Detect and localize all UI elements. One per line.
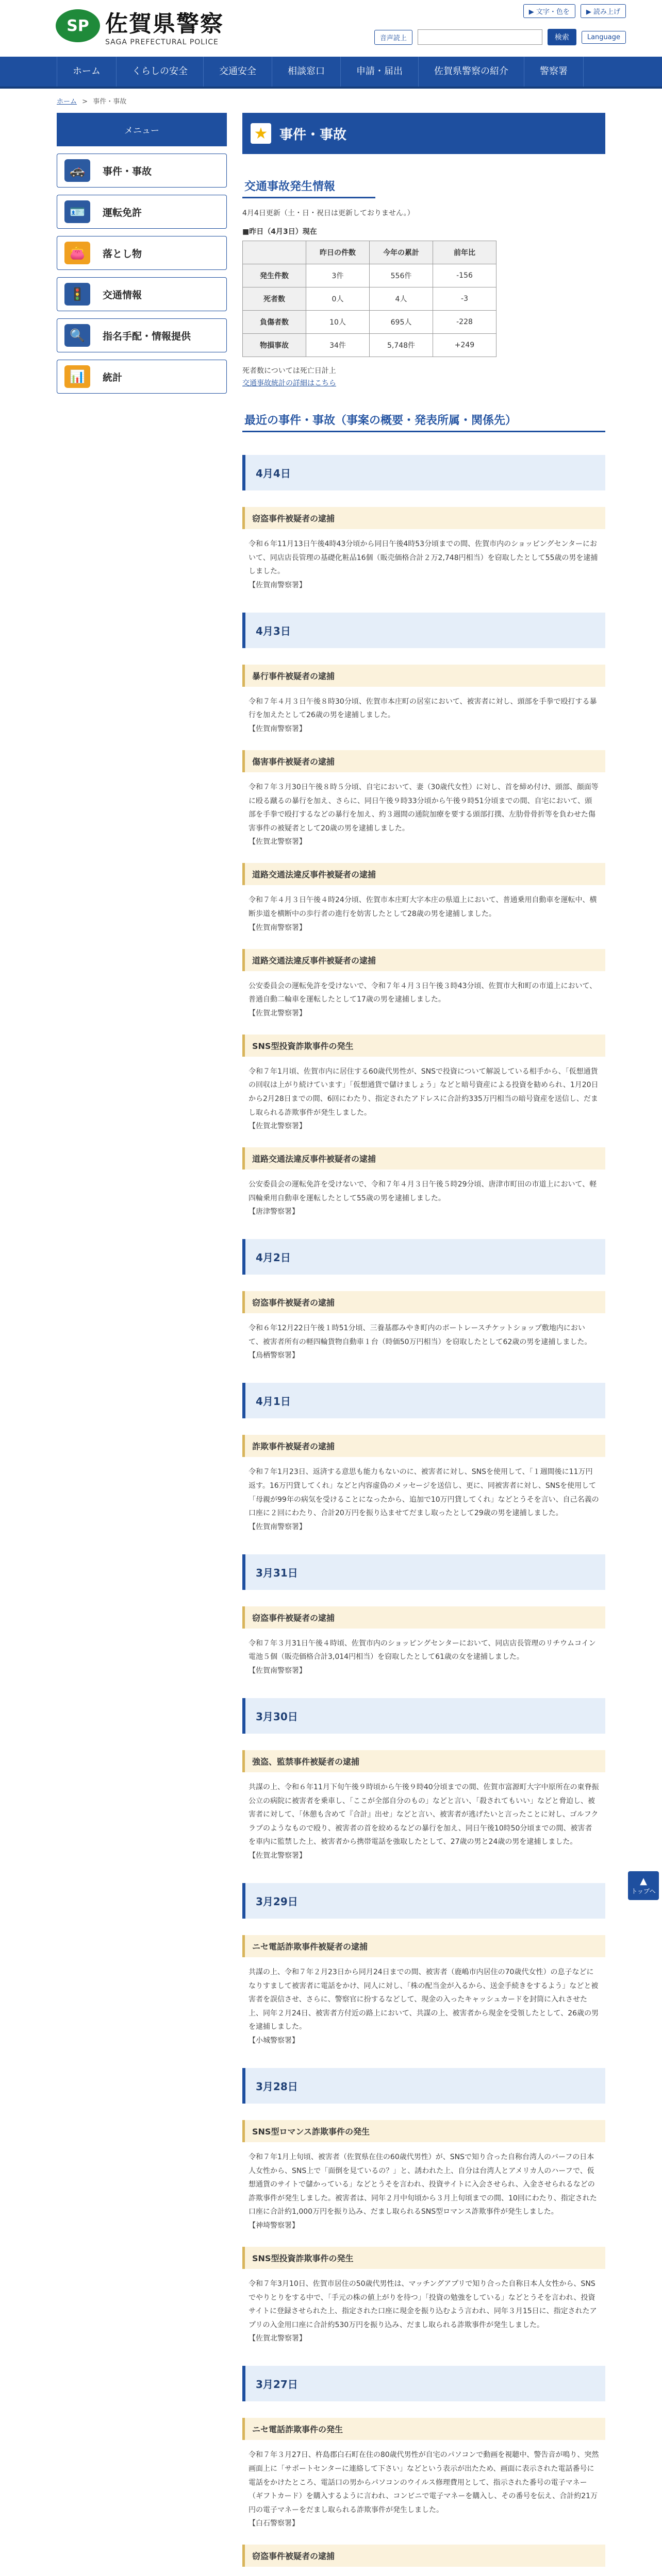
incident-title: 窃盗事件被疑者の逮捕 xyxy=(242,1606,605,1629)
stats-row xyxy=(243,334,496,357)
incident-station: 【佐賀北警察署】 xyxy=(249,1852,306,1860)
date-heading: 3月29日 xyxy=(242,1883,605,1919)
incident-station: 【神埼警察署】 xyxy=(249,2221,299,2230)
page-title-text: 事件・事故 xyxy=(279,127,347,143)
star-icon: ★ xyxy=(251,123,271,144)
menu-icon: 👛 xyxy=(64,242,90,264)
breadcrumb-separator: > xyxy=(82,98,88,106)
traffic-note: 死者数については死亡日計上 xyxy=(242,367,336,375)
site-header xyxy=(0,0,662,57)
page-top-button[interactable] xyxy=(628,1871,659,1900)
breadcrumb-current: 事件・事故 xyxy=(93,98,127,106)
incident-body xyxy=(242,2567,605,2576)
traffic-updated: 4月4日更新（土・日・祝日は更新しておりません。） xyxy=(242,209,415,217)
menu-icon: 🔍 xyxy=(64,324,90,347)
incident-body: 共謀の上、令和７年２月23日から同月24日までの間、被害者（鹿嶋市内居住の70歳代女性）の息子などになりすまして被害者に電話をかけ、同人に対し、「株の配当金が入るから、送金手続きをするよう」などと被害者を誤信させ、さらに、警察官に扮するなどして、現金の入ったキャッシュカードを封筒に入れさせた上、同年２月24日、被害者方付近の路上において、共謀の上、被害者から現金を受領したとして、26歳の男を逮捕しました。 xyxy=(249,1968,599,2031)
sidebar-item[interactable] xyxy=(57,277,227,311)
stats-cell: 10人 xyxy=(306,311,370,334)
incident-body: 共謀の上、令和６年11月下旬午後９時頃から午後９時40分頃までの間、佐賀市富源町大字中原所在の東脊振公立の病院に被害者を乗車し、「ここが全部自分のもの」などと言い、「殺されてもいい」などと脅迫し、被害者に対して、「休憩も含めて『合計』出せ」などと言い、被害者が逃げたいと言ったことに対し、ゴルフクラブのようなもので殴り、被害者の首を絞めるなどの暴行を加え、同日午後10時50分頃までの間、被害者を車内に監禁した上、被害者から携帯電話を強取したとして、27歳の男と24歳の男を逮捕しました。 xyxy=(249,1783,599,1846)
incident-title: 窃盗事件被疑者の逮捕 xyxy=(242,507,605,529)
incident-title: SNS型投資詐欺事件の発生 xyxy=(242,2247,605,2269)
traffic-period: ■昨日（4月3日）現在 xyxy=(242,228,317,236)
sidebar-item-label: 統計 xyxy=(103,371,123,383)
menu-icon: 🪪 xyxy=(64,200,90,223)
stats-cell: 死者数 xyxy=(243,287,306,311)
incident-title: 強盗、監禁事件被疑者の逮捕 xyxy=(242,1750,605,1772)
date-heading: 4月2日 xyxy=(242,1239,605,1275)
site-name-en: SAGA PREFECTURAL POLICE xyxy=(105,38,219,46)
site-logo[interactable] xyxy=(56,5,224,46)
incident-body: 令和７年3月10日、佐賀市居住の50歳代男性は、マッチングアプリで知り合った自称日本人女性から、SNSでやりとりをする中で、「手元の株の値上がりを待つ」「投資の勉強をしている」などとうそを言われ、投資サイトに登録させられた上、指定された口座に現金を振り込むよう言われ、同年３月15日に、指定されたアプリの入金用口座に合計約530万円を振り込み、だまし取られる詐欺事件が発生しました。 xyxy=(249,2279,597,2329)
incident-station: 【佐賀南警察署】 xyxy=(249,724,306,733)
incident-body: 令和７年1月上旬頃、被害者（佐賀県在住の60歳代男性）が、SNSで知り合った自称台湾人のバーフの日本人女性から、SNS上で「面倒を見ているの？」と、誘われた上、自分は台湾人とアメリカ人のハーフで、仮想通貨のサイトで儲かっている」などとうそを言われ、投資サイトに入会させられ、入金させられるなどの詐欺事件が発生しました。被害者は、同年２月中旬頃から３月上旬頃までの間、10回にわたり、指定された口座に合計約1,000万円を振り込み、だまし取られるSNS型ロマンス詐欺事件が発生しました。 xyxy=(249,2153,597,2216)
incident-title: 窃盗事件被疑者の逮捕 xyxy=(242,1291,605,1313)
sidebar-item-label: 事件・事故 xyxy=(103,165,152,177)
incident-station: 【佐賀南警察署】 xyxy=(249,1667,306,1675)
sidebar-item[interactable] xyxy=(57,195,227,229)
incident-body: 令和７年３月30日午後８時５分頃、自宅において、妻（30歳代女性）に対し、首を締め付け、頭部、顔面等に殴る蹴るの暴行を加え、さらに、同日午後９時33分頃から午後９時51分頃までの間、自宅において、頭部を手拳で殴打するなどの暴行を加え、約３週間の通院加療を要する頭部打撲、左肋骨骨折等を負わせた傷害事件の被疑者として20歳の男を逮捕しました。 xyxy=(249,783,599,833)
sidebar-item-label: 運転免許 xyxy=(103,207,142,218)
menu-icon: 📊 xyxy=(64,365,90,388)
nav-about[interactable]: 佐賀県警察の紹介 xyxy=(418,57,524,87)
page-top-label: トップへ xyxy=(631,1888,656,1895)
date-heading: 3月31日 xyxy=(242,1554,605,1590)
sidebar-item-label: 落とし物 xyxy=(103,248,142,260)
stats-cell: 695人 xyxy=(370,311,433,334)
site-name: 佐賀県警察 xyxy=(105,11,224,37)
date-heading: 3月30日 xyxy=(242,1698,605,1734)
stats-header xyxy=(243,241,306,264)
search-input[interactable] xyxy=(418,29,542,45)
main-content xyxy=(242,113,605,2576)
search-button[interactable]: 検索 xyxy=(548,29,576,45)
date-heading: 3月27日 xyxy=(242,2366,605,2401)
nav-applications[interactable]: 申請・届出 xyxy=(340,57,418,87)
date-heading: 3月28日 xyxy=(242,2068,605,2104)
incident-station: 【佐賀南警察署】 xyxy=(249,923,306,932)
incident-body: 令和６年11月13日午後4時43分頃から同日午後4時53分頃までの間、佐賀市内のショッピングセンターにおいて、同店店長管理の基礎化粧品16個（販売価格合計２万2,748円相当）を窃取したとして55歳の男を逮捕しました。 xyxy=(249,540,598,576)
traffic-detail-link[interactable]: 交通事故統計の詳細はこちら xyxy=(242,379,336,387)
incident-station: 【佐賀南警察署】 xyxy=(249,581,306,589)
stats-cell: 物損事故 xyxy=(243,334,306,357)
traffic-stats-table xyxy=(242,241,496,357)
stats-cell: -156 xyxy=(433,264,496,287)
menu-icon: 🚦 xyxy=(64,283,90,306)
incident-station: 【唐津警察署】 xyxy=(249,1208,299,1216)
incident-title: 道路交通法違反事件被疑者の逮捕 xyxy=(242,949,605,971)
traffic-section-title: 交通事故発生情報 xyxy=(242,175,375,198)
stats-cell: 4人 xyxy=(370,287,433,311)
text-color-link[interactable]: ▶ 文字・色を xyxy=(523,4,575,18)
sidebar-menu-title: メニュー xyxy=(57,113,227,146)
incident-station: 【佐賀北警察署】 xyxy=(249,1009,306,1018)
incident-body: 令和６年12月22日午後１時51分頃、三養基郡みやき町内のボートレースチケットショップ敷地内において、被害者所有の軽四輪貨物自動車１台（時価50万円相当）を窃取したとして62歳の男を逮捕しました。 xyxy=(249,1324,592,1346)
incident-body: 公安委員会の運転免許を受けないで、令和７年４月３日午後３時43分頃、佐賀市大和町の市道上において、普通自動二輪車を運転したとして17歳の男を逮捕しました。 xyxy=(249,981,597,1004)
stats-cell: 0人 xyxy=(306,287,370,311)
incident-body: 令和７年1月頃、佐賀市内に居住する60歳代男性が、SNSで投資について解説している相手から、「仮想通貨の回収は上がり続けています」「仮想通貨で儲けましょう」などと暗号資産による投資を勧められ、1月20日から2月28日までの間、6回にわたり、指定されたアドレスに合計約335万円相当の暗号資産を送信し、だまし取られる詐欺事件が発生しました。 xyxy=(249,1067,599,1117)
stats-cell: 34件 xyxy=(306,334,370,357)
incident-body: 令和７年1月23日、返済する意思も能力もないのに、被害者に対し、SNSを使用して、「１週間後に11万円返す。16万円貸してくれ」などと内容虚偽のメッセージを送信し、更に、同被害者に対し、SNSを使用して「母親が99年の病気を受けることになったから、追加で10万円貸してくれ」などとうそを言い、自己名義の口座に２回にわたり、合計20万円を振り込ませてだまし取ったとして29歳の男を逮捕しました。 xyxy=(249,1468,599,1518)
sidebar-item[interactable] xyxy=(57,154,227,188)
date-heading: 4月1日 xyxy=(242,1383,605,1418)
nav-stations[interactable]: 警察署 xyxy=(524,57,584,87)
stats-cell: 556件 xyxy=(370,264,433,287)
sidebar xyxy=(57,113,227,2576)
nav-home[interactable]: ホーム xyxy=(57,57,116,87)
nav-traffic-safety[interactable]: 交通安全 xyxy=(203,57,272,87)
incident-body: 令和７年３月27日、杵島郡白石町在住の80歳代男性が自宅のパソコンで動画を視聴中、警告音が鳴り、突然画面上に「サポートセンターに連絡して下さい」などという表示が出たため、画面に表示された電話番号に電話をかけたところ、電話口の男からパソコンのウイルス修理費用として、指示された番号の電子マネー（ギフトカード）を購入するように言われ、コンビニで電子マネーを購入し、その番号を伝え、合計約21万円の電子マネーをだまし取られる詐欺事件が発生しました。 xyxy=(249,2451,599,2514)
incident-title: 道路交通法違反事件被疑者の逮捕 xyxy=(242,1147,605,1170)
access-button[interactable]: 音声読上 xyxy=(374,30,412,45)
incident-body: 令和７年３月31日午後４時頃、佐賀市内のショッピングセンターにおいて、同店店長管理のリチウムコイン電池５個（販売価格合計3,014円相当）を窃取したとして61歳の女を逮捕しました。 xyxy=(249,1639,596,1662)
stats-cell: 発生件数 xyxy=(243,264,306,287)
incident-body: 公安委員会の運転免許を受けないで、令和７年４月３日午後５時29分頃、唐津市町田の市道上において、軽四輪乗用自動車を運転したとして55歳の男を逮捕しました。 xyxy=(249,1180,597,1202)
incident-station: 【佐賀南警察署】 xyxy=(249,1522,306,1531)
global-nav xyxy=(0,57,662,89)
incident-station: 【鳥栖警察署】 xyxy=(249,1351,299,1360)
nav-consultation[interactable]: 相談窓口 xyxy=(272,57,340,87)
incident-title: 傷害事件被疑者の逮捕 xyxy=(242,750,605,772)
incident-station: 【佐賀北警察署】 xyxy=(249,838,306,846)
stats-header: 昨日の件数 xyxy=(306,241,370,264)
stats-header: 今年の累計 xyxy=(370,241,433,264)
sidebar-item-label: 指名手配・情報提供 xyxy=(103,330,191,342)
arrow-up-icon: ▲ xyxy=(640,1876,647,1887)
stats-cell: 3件 xyxy=(306,264,370,287)
police-emblem-icon: SP xyxy=(56,9,100,42)
stats-cell: +249 xyxy=(433,334,496,357)
sidebar-item[interactable] xyxy=(57,236,227,270)
stats-cell: 負傷者数 xyxy=(243,311,306,334)
breadcrumb xyxy=(0,89,662,113)
sidebar-item-label: 交通情報 xyxy=(103,289,142,301)
stats-cell: -3 xyxy=(433,287,496,311)
incident-title: 暴行事件被疑者の逮捕 xyxy=(242,665,605,687)
incident-title: 窃盗事件被疑者の逮捕 xyxy=(242,2545,605,2567)
incident-title: 詐欺事件被疑者の逮捕 xyxy=(242,1435,605,1457)
incident-body: 令和７年４月３日午後４時24分頃、佐賀市本庄町大字本庄の県道上において、普通乗用自動車を運転中、横断歩道を横断中の歩行者の進行を妨害したとして28歳の男を逮捕しました。 xyxy=(249,896,597,918)
incident-station: 【佐賀北警察署】 xyxy=(249,1122,306,1131)
incident-station: 【小城警察署】 xyxy=(249,2036,299,2045)
sidebar-item[interactable] xyxy=(57,318,227,352)
stats-header: 前年比 xyxy=(433,241,496,264)
incident-title: ニセ電話詐欺事件被疑者の逮捕 xyxy=(242,1935,605,1957)
read-aloud-link[interactable]: ▶ 読み上げ xyxy=(581,4,626,18)
stats-cell: 5,748件 xyxy=(370,334,433,357)
stats-row xyxy=(243,311,496,334)
page-title xyxy=(242,113,605,154)
nav-life-safety[interactable]: くらしの安全 xyxy=(116,57,203,87)
stats-row xyxy=(243,264,496,287)
menu-icon: 🚓 xyxy=(64,159,90,182)
sidebar-item[interactable] xyxy=(57,360,227,394)
incident-title: 道路交通法違反事件被疑者の逮捕 xyxy=(242,863,605,885)
date-heading: 4月3日 xyxy=(242,613,605,648)
stats-row xyxy=(243,287,496,311)
date-heading: 4月4日 xyxy=(242,455,605,490)
utility-links xyxy=(523,4,626,18)
language-button[interactable]: Language xyxy=(582,31,626,44)
latest-section-title: 最近の事件・事故（事案の概要・発表所属・関係先） xyxy=(242,409,605,432)
incident-title: SNS型投資詐欺事件の発生 xyxy=(242,1035,605,1057)
incident-title: SNS型ロマンス詐欺事件の発生 xyxy=(242,2120,605,2142)
incident-station: 【白石警察署】 xyxy=(249,2519,299,2528)
stats-cell: -228 xyxy=(433,311,496,334)
incident-title: ニセ電話詐欺事件の発生 xyxy=(242,2418,605,2440)
incident-station: 【佐賀北警察署】 xyxy=(249,2334,306,2343)
incident-body: 令和７年４月３日午後８時30分頃、佐賀市本庄町の居室において、被害者に対し、頭部を手拳で殴打する暴行を加えたとして26歳の男を逮捕しました。 xyxy=(249,697,597,720)
breadcrumb-home[interactable]: ホーム xyxy=(57,98,77,106)
